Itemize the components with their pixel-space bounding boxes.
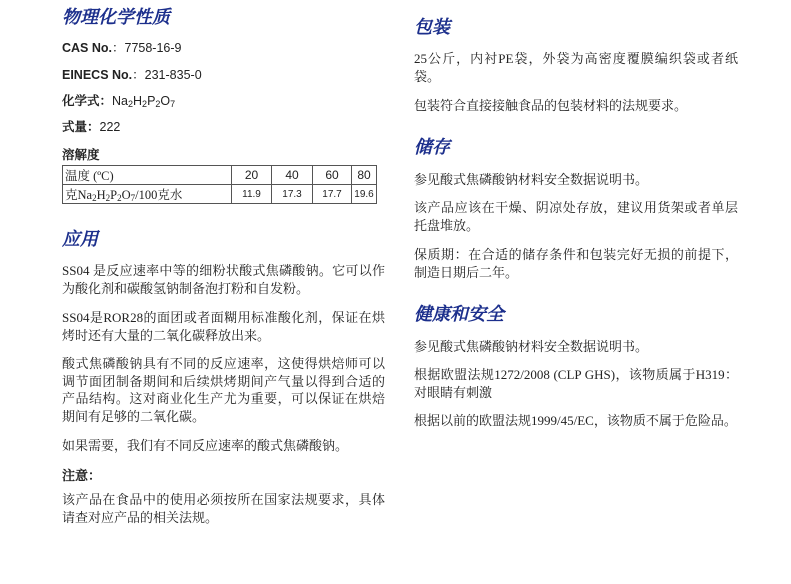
application-paragraph: 酸式焦磷酸钠具有不同的反应速率，这使得烘焙师可以调节面团制备期间和后续烘烤期间产气量以得到合适的产品结构。这对商业化生产尤为重要，可以保证在烘焙期间有足够的二氧化碳。 [62,356,385,424]
solubility-table [62,165,377,204]
table-cell: 80 [352,166,377,185]
chemical-formula: 化学式：$Na_2H_2P_2O_7$ [62,94,176,109]
einecs-number [62,67,202,83]
weight-label: 式量： [62,120,100,134]
storage-paragraph: 参见酸式焦磷酸钠材料安全数据说明书。 [414,172,649,187]
section-title-applications: 应用 [62,229,98,250]
note-title: 注意： [62,468,102,483]
application-paragraph: SS04是ROR28的面团或者面糊用标准酸化剂，保证在烘烤时还有大量的二氧化碳释放出来。 [62,310,385,343]
formula-weight [62,119,120,135]
table-cell: 60 [313,166,352,185]
health-paragraph: 根据以前的欧盟法规1999/45/EC，该物质不属于危险品。 [414,413,737,428]
packaging-paragraph: 25公斤，内衬PE袋，外袋为高密度覆膜编织袋或者纸袋。 [414,51,738,84]
section-title-properties: 物理化学性质 [62,7,170,28]
section-title-packaging: 包装 [414,17,450,38]
table-row [63,166,377,185]
table-row [63,185,377,204]
einecs-label: EINECS No. [62,68,133,82]
section-title-health-safety: 健康和安全 [414,304,504,325]
einecs-value: ：231-835-0 [132,68,202,82]
table-cell: 19.6 [352,185,377,204]
application-paragraph: SS04 是反应速率中等的细粉状酸式焦磷酸钠。它可以作为酸化剂和碳酸氢钠制备泡打粉和自发粉。 [62,263,385,296]
note-text: 该产品在食品中的使用必须按所在国家法规要求，具体请查对应产品的相关法规。 [62,492,385,525]
table-cell: 17.3 [272,185,313,204]
table-row-label: 克$Na_2H_2P_2O_7/100$克水 [63,185,232,204]
application-paragraph: 如果需要，我们有不同反应速率的酸式焦磷酸钠。 [62,438,349,453]
table-row-label: 温度 (ºC) [63,166,232,185]
table-cell: 17.7 [313,185,352,204]
formula-label: 化学式： [62,94,113,108]
table-cell: 11.9 [232,185,272,204]
packaging-paragraph: 包装符合直接接触食品的包装材料的法规要求。 [414,98,688,113]
storage-paragraph: 该产品应该在干燥、阴凉处存放，建议用货架或者单层托盘堆放。 [414,200,738,233]
weight-value: 222 [99,120,121,134]
solubility-title: 溶解度 [62,148,100,162]
section-title-storage: 储存 [414,137,450,158]
storage-paragraph: 保质期：在合适的储存条件和包装完好无损的前提下，制造日期后二年。 [414,247,738,280]
table-cell: 20 [232,166,272,185]
table-cell: 40 [272,166,313,185]
cas-value: ：7758-16-9 [112,41,182,55]
health-paragraph: 根据欧盟法规1272/2008 (CLP GHS)，该物质属于H319：对眼睛有刺激 [414,367,738,400]
cas-number [62,40,182,56]
cas-label: CAS No. [62,41,112,55]
health-paragraph: 参见酸式焦磷酸钠材料安全数据说明书。 [414,339,649,354]
